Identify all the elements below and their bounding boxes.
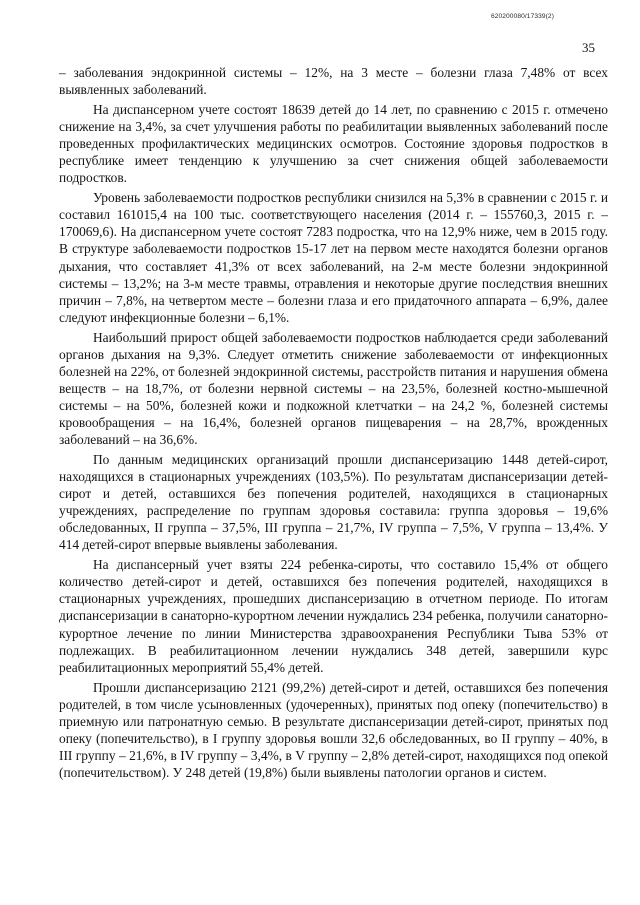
document-code: 620200080/17339(2) [490,13,554,20]
paragraph-continuation: – заболевания эндокринной системы – 12%, на 3 месте – болезни глаза 7,48% от всех выявленных заболеваний. [59,65,608,98]
paragraph-dispensary-orphans: На диспансерный учет взяты 224 ребенка-сироты, что составило 15,4% от общего количество детей-сирот и детей, оставшихся без попечения родителей, находящихся в стационарных учреждениях, прошедших диспансеризацию в отчетном периоде. По итогам диспансеризации в санаторно-курортном лечении нуждались 234 ребенка, получили санаторно-курортное лечение по линии Министерства здравоохранения Республики Тыва 53% от подлежащих. В реабилитационном лечении нуждались 348 детей, завершили курс реабилитационных мероприятий 55,4% детей. [59,557,608,675]
body-text [59,64,608,784]
paragraph-adolescent-morbidity: Уровень заболеваемости подростков республики снизился на 5,3% в сравнении с 2015 г. и составил 161015,4 на 100 тыс. соответствующего населения (2014 г. – 155760,3, 2015 г. – 170069,6). На диспансерном учете состоят 7283 подростка, что на 12,9% ниже, чем в 2015 году. В структуре заболеваемости подростков 15-17 лет на первом месте находятся болезни органов дыхания, что составляет 41,3% от всех заболеваний, на 2-м месте болезни эндокринной системы – 13,2%; на 3-м месте травмы, отравления и некоторые другие последствия внешних причин – 7,8%, на четвертом месте – болезни глаза и его придаточного аппарата – 6,9%, далее следуют инфекционные болезни – 6,1%. [59,190,608,325]
paragraph-dispensary-children: На диспансерном учете состоят 18639 детей до 14 лет, по сравнению с 2015 г. отмечено снижение на 3,4%, за счет улучшения работы по реабилитации выявленных заболеваний после проведенных профилактических медицинских осмотров. Состояние здоровья подростков в республике имеет тенденцию к улучшению за счет снижения общей заболеваемости подростков. [59,102,608,186]
paragraph-morbidity-growth: Наибольший прирост общей заболеваемости подростков наблюдается среди заболеваний органов дыхания на 9,3%. Следует отметить снижение заболеваемости от инфекционных болезней на 22%, от болезней эндокринной системы, расстройств питания и нарушения обмена веществ – на 18,7%, от болезни нервной системы – на 23,5%, болезней костно-мышечной системы – на 50%, болезней кожи и подкожной клетчатки – на 24,2 %, болезней системы кровообращения – на 16,4%, болезней органов пищеварения – на 28,7%, врожденных заболеваний – на 36,6%. [59,329,608,447]
page-number: 35 [582,40,595,55]
paragraph-orphans-foster: Прошли диспансеризацию 2121 (99,2%) детей-сирот и детей, оставшихся без попечения родителей, в том числе усыновленных (удочеренных), принятых под опеку (попечительство) в приемную или патронатную семью. В результате диспансеризации детей-сирот, принятых под опеку (попечительство), в I группу здоровья вошли 32,6 обследованных, во II группу – 40%, в III группу – 21,6%, в IV группу – 3,4%, в V группу – 2,8% детей-сирот, находящихся под опекой (попечительством). У 248 детей (19,8%) были выявлены патологии органов и систем. [59,679,608,780]
paragraph-orphans-inpatient: По данным медицинских организаций прошли диспансеризацию 1448 детей-сирот, находящихся в стационарных учреждениях (103,5%). По результатам диспансеризации детей-сирот и детей, оставшихся без попечения родителей, находящихся в стационарных учреждениях, распределение по группам здоровья составила: группа здоровья – 19,6% обследованных, II группа – 37,5%, III группа – 21,7%, IV группа – 7,5%, V группа – 13,4%. У 414 детей-сирот впервые выявлены заболевания. [59,452,608,553]
